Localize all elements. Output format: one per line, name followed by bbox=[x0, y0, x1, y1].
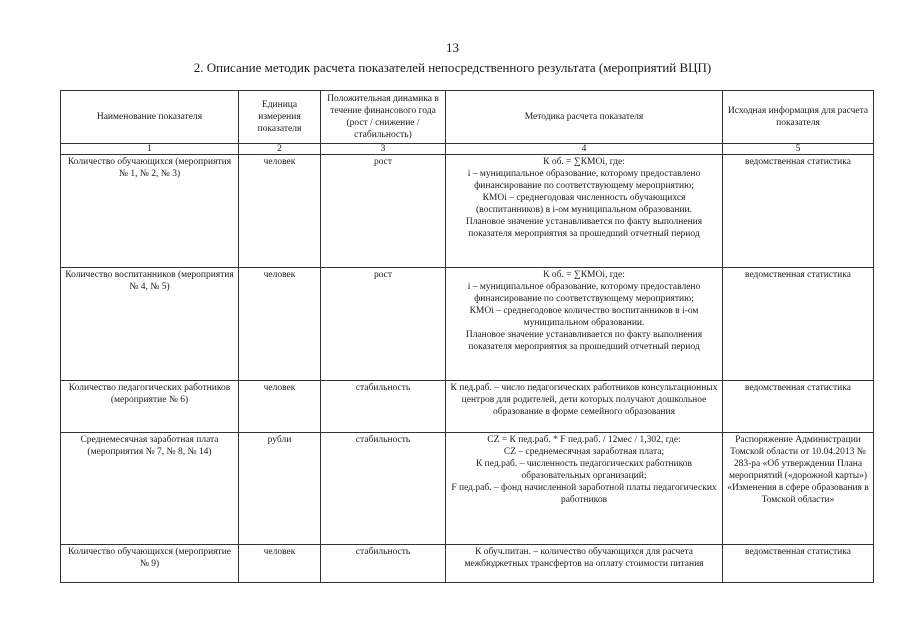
indicator-method bbox=[446, 433, 723, 545]
indicator-dynamics: стабильность bbox=[321, 381, 446, 433]
method-line: КМОi – среднегодовая численность обучающихся (воспитанников) в i-ом муниципальном образовании. bbox=[475, 193, 692, 215]
indicator-dynamics: стабильность bbox=[321, 545, 446, 583]
indicators-table bbox=[60, 90, 874, 583]
indicator-source: ведомственная статистика bbox=[723, 545, 874, 583]
indicator-dynamics: рост bbox=[321, 155, 446, 268]
method-line: К пед.раб. – число педагогических работников консультационных центров для родителей, дети которых получают дошкольное образование в форме семейного образования bbox=[450, 383, 718, 417]
method-line: i – муниципальное образование, которому предоставлено финансирование по соответствующему мероприятию; bbox=[467, 282, 701, 304]
indicator-method bbox=[446, 381, 723, 433]
method-line: i – муниципальное образование, которому предоставлено финансирование по соответствующему мероприятию; bbox=[467, 169, 701, 191]
indicator-method bbox=[446, 155, 723, 268]
indicator-method bbox=[446, 545, 723, 583]
method-line: КМОi – среднегодовое количество воспитанников в i-ом муниципальном образовании. bbox=[469, 306, 699, 328]
table-row bbox=[61, 268, 874, 381]
method-line: Плановое значение устанавливается по факту выполнения показателя мероприятия за прошедший отчетный период bbox=[465, 330, 703, 352]
header-method: Методика расчета показателя bbox=[446, 91, 723, 144]
method-line: К об. = ∑КМОi, где: bbox=[543, 157, 625, 167]
indicator-name: Среднемесячная заработная плата (мероприятия № 7, № 8, № 14) bbox=[61, 433, 239, 545]
header-unit: Единица измерения показателя bbox=[239, 91, 321, 144]
column-numbers-row bbox=[61, 144, 874, 155]
method-line: К пед.раб. – численность педагогических работников образовательных организаций; bbox=[475, 459, 693, 481]
method-line: К об. = ∑КМОi, где: bbox=[543, 270, 625, 280]
indicator-unit: человек bbox=[239, 381, 321, 433]
method-line: Плановое значение устанавливается по факту выполнения показателя мероприятия за прошедший отчетный период bbox=[465, 217, 703, 239]
indicator-name: Количество педагогических работников (мероприятие № 6) bbox=[61, 381, 239, 433]
column-number: 4 bbox=[446, 144, 723, 155]
indicator-unit: человек bbox=[239, 268, 321, 381]
document-title: 2. Описание методик расчета показателей непосредственного результата (мероприятий ВЦП) bbox=[193, 60, 712, 75]
indicator-name: Количество обучающихся (мероприятие № 9) bbox=[61, 545, 239, 583]
table-header-row bbox=[61, 91, 874, 144]
table-row bbox=[61, 155, 874, 268]
table-row bbox=[61, 381, 874, 433]
page-number: 13 bbox=[446, 40, 459, 55]
indicator-unit: рубли bbox=[239, 433, 321, 545]
indicator-unit: человек bbox=[239, 545, 321, 583]
table-row bbox=[61, 545, 874, 583]
column-number: 1 bbox=[61, 144, 239, 155]
column-number: 5 bbox=[723, 144, 874, 155]
method-line: CZ = К пед.раб. * F пед.раб. / 12мес / 1,302, где: bbox=[487, 435, 681, 445]
header-source: Исходная информация для расчета показателя bbox=[723, 91, 874, 144]
indicator-source: ведомственная статистика bbox=[723, 155, 874, 268]
method-line: CZ – среднемесячная заработная плата; bbox=[503, 447, 665, 457]
column-number: 3 bbox=[321, 144, 446, 155]
method-line: F пед.раб. – фонд начисленной заработной платы педагогических работников bbox=[451, 483, 717, 505]
indicator-name: Количество воспитанников (мероприятия № 4, № 5) bbox=[61, 268, 239, 381]
method-line: К обуч.питан. – количество обучающихся для расчета межбюджетных трансфертов на оплату стоимости питания bbox=[464, 547, 704, 569]
column-number: 2 bbox=[239, 144, 321, 155]
indicator-dynamics: рост bbox=[321, 268, 446, 381]
header-indicator-name: Наименование показателя bbox=[61, 91, 239, 144]
indicator-dynamics: стабильность bbox=[321, 433, 446, 545]
header-dynamics: Положительная динамика в течение финансового года (рост / снижение / стабильность) bbox=[321, 91, 446, 144]
indicator-source: Распоряжение Администрации Томской области от 10.04.2013 № 283-ра «Об утверждении Плана мероприятий («дорожной карты») «Изменения в сфере образования в Томской области» bbox=[723, 433, 874, 545]
indicator-method bbox=[446, 268, 723, 381]
indicator-source: ведомственная статистика bbox=[723, 268, 874, 381]
table-row bbox=[61, 433, 874, 545]
indicator-name: Количество обучающихся (мероприятия № 1, № 2, № 3) bbox=[61, 155, 239, 268]
indicator-source: ведомственная статистика bbox=[723, 381, 874, 433]
indicator-unit: человек bbox=[239, 155, 321, 268]
